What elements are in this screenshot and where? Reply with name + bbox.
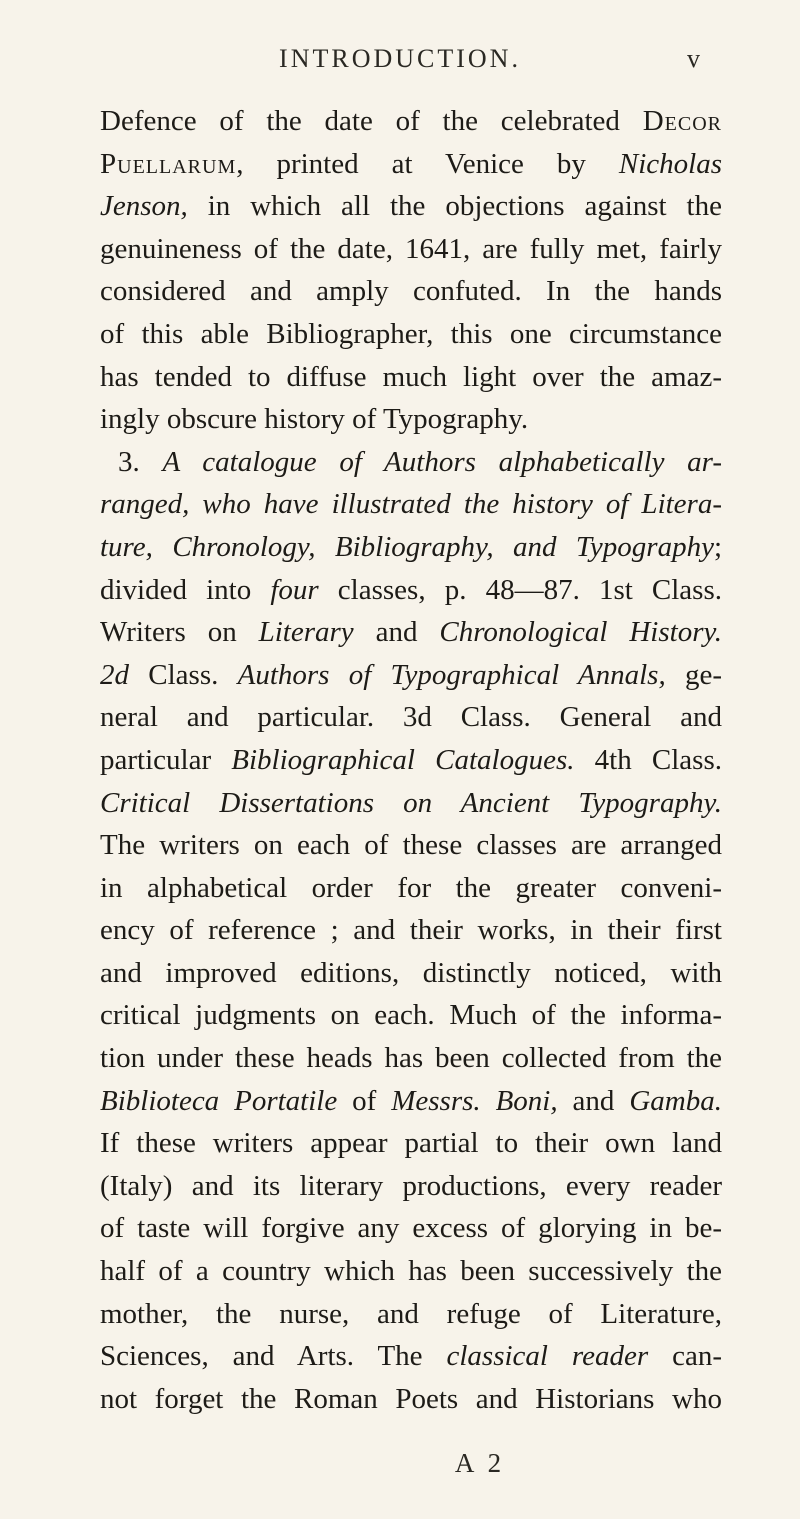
italic-text: classical reader: [446, 1340, 649, 1373]
italic-text: Messrs. Boni,: [391, 1084, 558, 1117]
italic-text: Nicholas: [618, 147, 722, 180]
text-segment: 4th Class.: [574, 743, 722, 776]
text-segment: Defence of the date of the celebrated: [100, 105, 643, 137]
text-segment: and: [353, 616, 440, 649]
text-line: [100, 782, 722, 825]
text-line: [100, 1250, 722, 1293]
text-line: [100, 100, 722, 143]
text-segment: not forget the Roman Poets and Historians who: [100, 1382, 722, 1415]
text-line: [100, 1378, 722, 1421]
signature-mark: A 2: [454, 1448, 506, 1478]
text-segment: has tended to diffuse much light over the amaz-: [100, 360, 722, 393]
small-caps-text: Puellarum: [100, 147, 237, 180]
text-line: [100, 824, 722, 867]
italic-text: Critical Dissertations on Ancient Typography.: [100, 786, 722, 819]
text-line: [100, 739, 722, 782]
italic-text: Chronological History.: [439, 616, 722, 649]
text-line: [100, 441, 722, 484]
text-segment: of: [337, 1084, 392, 1117]
text-segment: particular: [100, 743, 232, 776]
text-line: [100, 696, 722, 739]
text-segment: divided into: [100, 573, 271, 606]
text-segment: in which all the objections against the: [187, 190, 722, 223]
text-segment: Writers on: [100, 616, 259, 649]
text-line: [100, 1293, 722, 1336]
text-segment: ;: [713, 530, 722, 563]
italic-text: Gamba.: [629, 1084, 722, 1117]
italic-text: ture, Chronology, Bibliography, and Typography: [100, 530, 714, 563]
text-segment: The writers on each of these classes are arranged: [100, 829, 722, 862]
italic-text: 2d: [100, 658, 129, 691]
text-segment: Sciences, and Arts. The: [100, 1340, 447, 1373]
text-line: [100, 270, 722, 313]
italic-text: A catalogue of Authors alphabetically ar-: [162, 445, 722, 478]
small-caps-text: Decor: [642, 105, 722, 137]
text-segment: mother, the nurse, and refuge of Literature,: [100, 1297, 722, 1330]
text-segment: and: [557, 1084, 630, 1117]
text-line: [100, 526, 722, 569]
text-segment: (Italy) and its literary productions, every reader: [100, 1169, 722, 1202]
page-number: v: [687, 44, 700, 73]
text-segment: ingly obscure history of Typography.: [100, 403, 529, 436]
text-line: [100, 1037, 722, 1080]
text-segment: can-: [648, 1340, 722, 1373]
italic-text: Literary: [258, 616, 354, 649]
text-segment: considered and amply confuted. In the hands: [100, 275, 722, 308]
text-segment: , printed at Venice by: [236, 147, 619, 180]
text-line: [100, 1207, 722, 1250]
text-segment: neral and particular. 3d Class. General and: [100, 701, 722, 734]
text-line: [100, 654, 722, 697]
text-segment: 3.: [118, 445, 163, 478]
text-line: [100, 398, 722, 441]
text-line: [100, 313, 722, 356]
text-segment: Class.: [129, 658, 238, 691]
text-line: [100, 1335, 722, 1378]
text-line: [100, 185, 722, 228]
text-line: [100, 1080, 722, 1123]
text-line: [100, 867, 722, 910]
text-segment: tion under these heads has been collected from the: [100, 1042, 722, 1075]
italic-text: Jenson,: [100, 190, 188, 223]
italic-text: ranged, who have illustrated the history of Litera-: [100, 488, 722, 521]
text-line: [100, 143, 722, 186]
italic-text: four: [270, 573, 319, 606]
running-head: INTRODUCTION.: [279, 44, 521, 73]
text-segment: ge-: [665, 658, 722, 691]
text-segment: of taste will forgive any excess of glorying in be-: [100, 1212, 722, 1245]
text-segment: and improved editions, distinctly noticed, with: [100, 956, 722, 989]
text-segment: classes, p. 48—87. 1st Class.: [318, 573, 722, 606]
text-segment: half of a country which has been successively the: [100, 1255, 722, 1288]
italic-text: Bibliographical Catalogues.: [231, 743, 575, 776]
text-line: [100, 952, 722, 995]
text-segment: critical judgments on each. Much of the informa-: [100, 999, 722, 1032]
text-line: [100, 356, 722, 399]
text-line: [100, 483, 722, 526]
italic-text: Biblioteca Portatile: [100, 1084, 338, 1117]
page-header: [0, 44, 800, 84]
text-segment: ency of reference ; and their works, in their first: [100, 914, 722, 947]
text-segment: of this able Bibliographer, this one circumstance: [100, 317, 722, 350]
text-segment: genuineness of the date, 1641, are fully met, fairly: [100, 232, 722, 265]
text-line: [100, 1165, 722, 1208]
text-segment: in alphabetical order for the greater conveni-: [100, 871, 722, 904]
text-segment: If these writers appear partial to their own land: [100, 1127, 722, 1160]
text-line: [100, 909, 722, 952]
text-line: [100, 1122, 722, 1165]
body-text: [100, 100, 722, 1420]
text-line: [100, 569, 722, 612]
text-line: [100, 994, 722, 1037]
text-line: [100, 611, 722, 654]
text-line: [100, 228, 722, 271]
italic-text: Authors of Typographical Annals,: [237, 658, 666, 691]
